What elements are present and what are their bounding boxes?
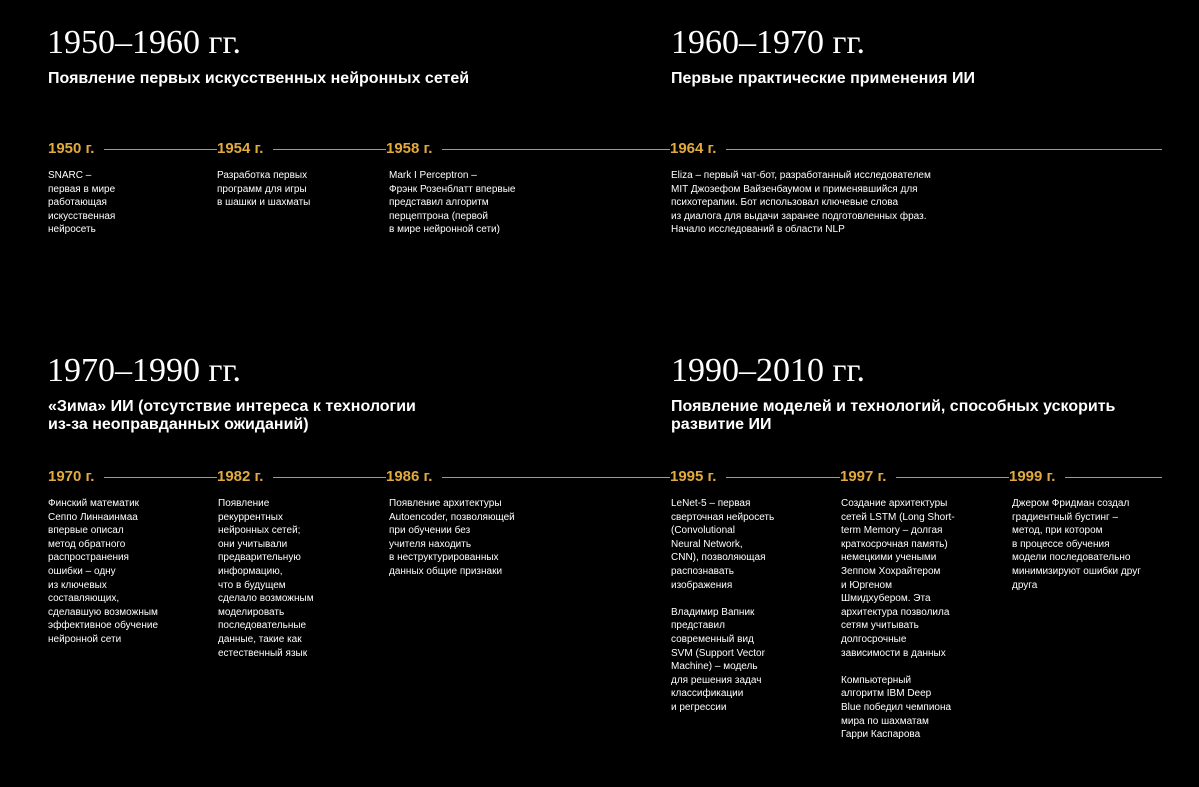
event-text-1964: Eliza – первый чат-бот, разработанный исследователем MIT Джозефом Вайзенбаумом и применявшийся для психотерапии. Бот использовал ключевые слова из диалога для выдачи заранее подготовленных фраз. Начало исследований в области NLP <box>671 170 931 236</box>
event-text-1997: Создание архитектуры сетей LSTM (Long Short- term Memory – долгая краткосрочная память) немецкими учеными Зеппом Хохрайтером и Юргеном Шмидхубером. Эта архитектура позволила сетям учитывать долгосрочные зависимости в данных Компьютерный алгоритм IBM Deep Blue победил чемпиона мира по шахматам Гарри Каспарова <box>841 498 955 741</box>
era-subtitle-1950-1960: Появление первых искусственных нейронных сетей <box>48 70 470 87</box>
event-text-1950: SNARC – первая в мире работающая искусственная нейросеть <box>48 170 116 236</box>
era-heading-1960-1970: 1960–1970 гг. <box>671 24 866 61</box>
event-text-1982: Появление рекуррентных нейронных сетей; они учитывали предварительную информацию, что в будущем сделало возможным моделировать последовательные данные, такие как естественный язык <box>218 498 314 659</box>
event-text-1995: LeNet-5 – первая сверточная нейросеть (Convolutional Neural Network, CNN), позволяющая распознавать изображения Владимир Вапник представил современный вид SVM (Support Vector Machine) – модель для решения задач классификации и регрессии <box>671 498 775 713</box>
year-label-1995: 1995 г. <box>670 468 726 486</box>
year-label-1954: 1954 г. <box>217 140 273 158</box>
year-label-1964: 1964 г. <box>670 140 726 158</box>
era-subtitle-1960-1970: Первые практические применения ИИ <box>671 70 975 87</box>
year-label-1982: 1982 г. <box>217 468 273 486</box>
era-heading-1950-1960: 1950–1960 гг. <box>47 24 242 61</box>
year-label-1999: 1999 г. <box>1009 468 1065 486</box>
year-label-1970: 1970 г. <box>48 468 104 486</box>
event-text-1986: Появление архитектуры Autoencoder, позволяющей при обучении без учителя находить в неструктурированных данных общие признаки <box>389 498 515 577</box>
event-text-1958: Mark I Perceptron – Фрэнк Розенблатт впервые представил алгоритм перцептрона (первой в мире нейронной сети) <box>389 170 516 236</box>
event-text-1999: Джером Фридман создал градиентный бустинг – метод, при котором в процессе обучения модели последовательно минимизируют ошибки друг друга <box>1012 498 1141 591</box>
timeline-line-bottom <box>48 477 1162 478</box>
timeline-line-top <box>48 149 1162 150</box>
era-subtitle-1990-2010: Появление моделей и технологий, способных ускорить развитие ИИ <box>671 398 1116 433</box>
year-label-1997: 1997 г. <box>840 468 896 486</box>
era-heading-1990-2010: 1990–2010 гг. <box>671 352 866 389</box>
event-text-1970: Финский математик Сеппо Линнаинмаа впервые описал метод обратного распространения ошибки – одну из ключевых составляющих, сделавшую возможным эффективное обучение нейронной сети <box>48 498 159 645</box>
year-label-1950: 1950 г. <box>48 140 104 158</box>
era-subtitle-1970-1990: «Зима» ИИ (отсутствие интереса к технологии из-за неоправданных ожиданий) <box>48 398 416 433</box>
year-label-1958: 1958 г. <box>386 140 442 158</box>
era-heading-1970-1990: 1970–1990 гг. <box>47 352 242 389</box>
year-label-1986: 1986 г. <box>386 468 442 486</box>
event-text-1954: Разработка первых программ для игры в шашки и шахматы <box>217 170 311 209</box>
